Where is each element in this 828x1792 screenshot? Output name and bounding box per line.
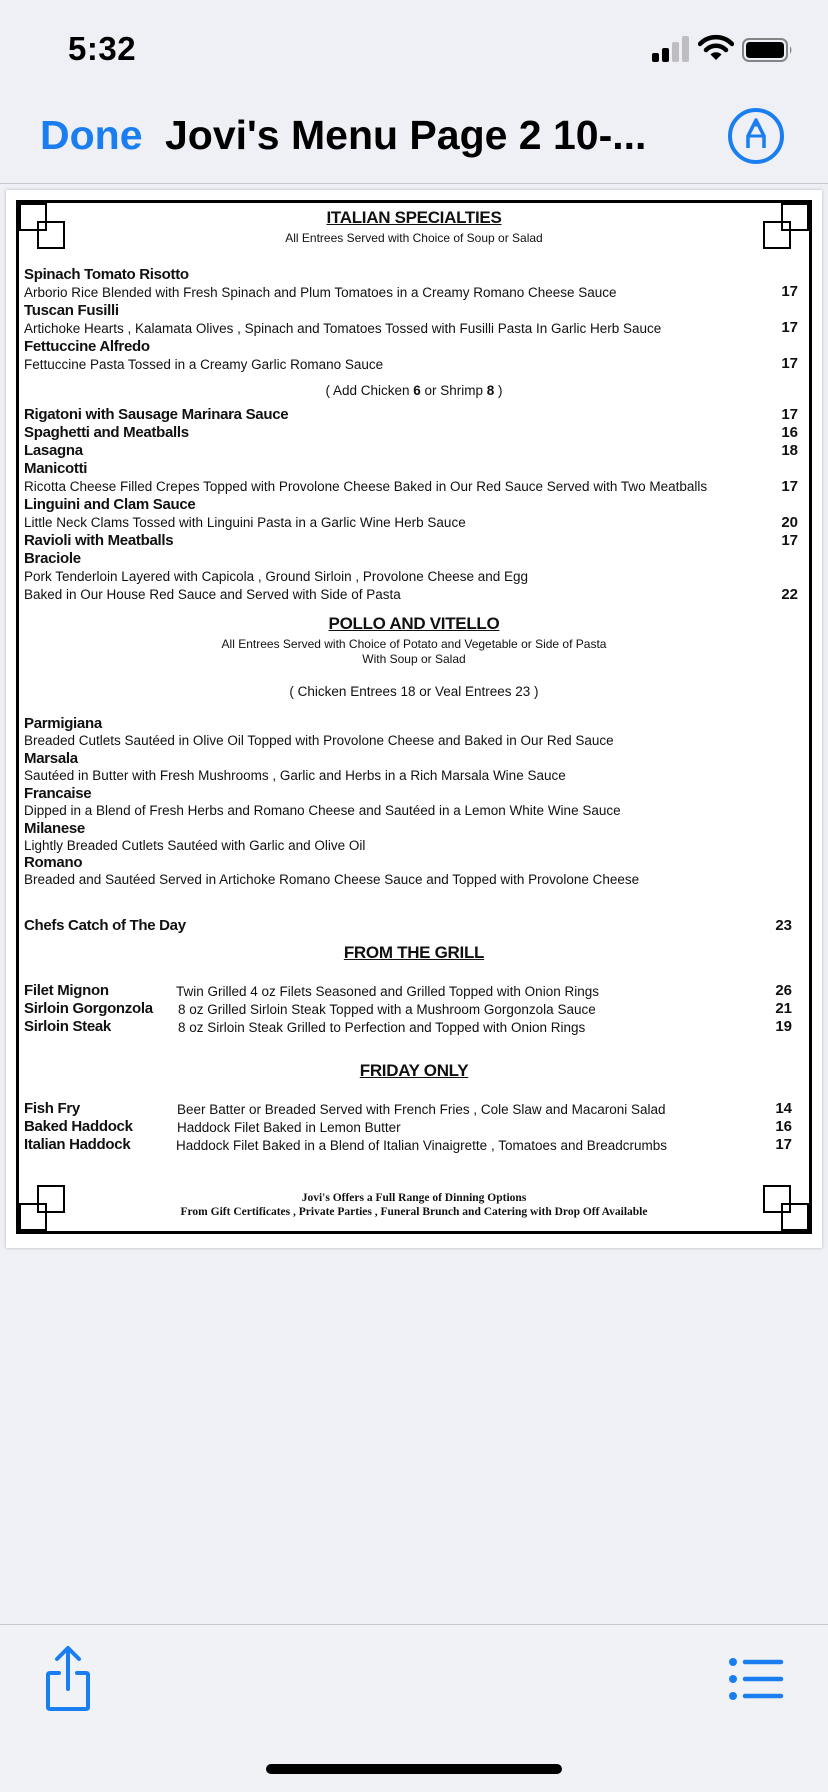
document-page[interactable] [6,190,822,1248]
list-icon[interactable] [728,1657,784,1701]
menu-item-price: 17 [781,355,798,372]
menu-item-price: 23 [775,917,792,934]
menu-item-name: Chefs Catch of The Day [24,917,186,934]
menu-item-desc: Breaded and Sautéed Served in Artichoke Romano Cheese Sauce and Topped with Provolone Cheese [24,872,640,887]
signal-icon [652,36,690,62]
menu-item-name: Italian Haddock [24,1136,131,1153]
pollo-subheading: With Soup or Salad [362,652,466,666]
italian-heading: ITALIAN SPECIALTIES [326,208,502,227]
menu-item-price: 16 [781,424,798,441]
menu-item-price: 20 [781,514,798,531]
menu-item-name: Lasagna [24,442,83,459]
menu-item-desc: Pork Tenderloin Layered with Capicola , Ground Sirloin , Provolone Cheese and Egg [24,569,529,584]
friday-heading: FRIDAY ONLY [359,1061,469,1080]
menu-item-name: Sirloin Gorgonzola [24,1000,153,1017]
pollo-prices-note: ( Chicken Entrees 18 or Veal Entrees 23 ) [289,684,539,699]
menu-item-price: 14 [775,1100,792,1117]
chicken-addon-price: 6 [413,383,421,398]
menu-item-price: 17 [781,478,798,495]
menu-item-price: 17 [781,406,798,423]
menu-item-price: 17 [775,1136,792,1153]
menu-item-desc: Dipped in a Blend of Fresh Herbs and Romano Cheese and Sautéed in a Lemon White Wine Sauce [24,803,621,818]
menu-item-desc: Haddock Filet Baked in a Blend of Italian Vinaigrette , Tomatoes and Breadcrumbs [176,1138,668,1153]
menu-item-desc: Sautéed in Butter with Fresh Mushrooms , Garlic and Herbs in a Rich Marsala Wine Sauce [24,768,566,783]
document-title: Jovi's Menu Page 2 10-... [165,112,647,158]
grill-heading: FROM THE GRILL [343,943,485,962]
menu-item-price: 17 [781,532,798,549]
share-icon[interactable] [42,1643,94,1713]
addon-note: ( Add Chicken 6 or Shrimp 8 ) [325,383,503,398]
menu-item-name: Milanese [24,820,85,837]
shrimp-addon-price: 8 [486,383,495,398]
menu-item-price: 17 [781,283,798,300]
menu-item-desc: Beer Batter or Breaded Served with French Fries , Cole Slaw and Macaroni Salad [177,1102,666,1117]
menu-item-price: 21 [775,1000,792,1017]
menu-item-price: 17 [781,319,798,336]
menu-item-name: Filet Mignon [24,982,109,999]
wifi-icon [698,34,734,62]
menu-item-desc: Lightly Breaded Cutlets Sautéed with Garlic and Olive Oil [24,838,366,853]
menu-item-desc: Little Neck Clams Tossed with Linguini Pasta in a Garlic Wine Herb Sauce [24,515,466,530]
menu-footer-line: Jovi's Offers a Full Range of Dinning Options [301,1192,527,1204]
done-button[interactable]: Done [40,112,143,158]
menu-item-name: Baked Haddock [24,1118,133,1135]
menu-item-name: Fettuccine Alfredo [24,338,150,355]
menu-item-name: Romano [24,854,83,871]
menu-item-desc: Haddock Filet Baked in Lemon Butter [177,1120,401,1135]
menu-item-price: 22 [781,586,798,603]
menu-item-desc: Fettuccine Pasta Tossed in a Creamy Garlic Romano Sauce [24,357,384,372]
menu-item-name: Tuscan Fusilli [24,302,119,319]
menu-item-name: Manicotti [24,460,88,477]
menu-item-name: Rigatoni with Sausage Marinara Sauce [24,406,289,423]
menu-item-price: 26 [775,982,792,999]
menu-item-name: Braciole [24,550,81,567]
battery-icon [742,38,794,62]
menu-item-desc: 8 oz Grilled Sirloin Steak Topped with a Mushroom Gorgonzola Sauce [178,1002,596,1017]
markup-pen-icon [732,112,780,160]
menu-item-name: Fish Fry [24,1100,80,1117]
menu-item-desc: Artichoke Hearts , Kalamata Olives , Spinach and Tomatoes Tossed with Fusilli Pasta In Garlic Herb Sauce [24,321,662,336]
menu-item-name: Sirloin Steak [24,1018,111,1035]
menu-item-price: 16 [775,1118,792,1135]
status-time: 5:32 [68,30,137,67]
menu-item-desc: Baked in Our House Red Sauce and Served with Side of Pasta [24,587,401,602]
pollo-subheading: All Entrees Served with Choice of Potato and Vegetable or Side of Pasta [221,637,607,651]
home-indicator [266,1764,562,1774]
menu-item-desc: Arborio Rice Blended with Fresh Spinach and Plum Tomatoes in a Creamy Romano Cheese Sauce [24,285,617,300]
menu-item-price: 19 [775,1018,792,1035]
menu-item-desc: 8 oz Sirloin Steak Grilled to Perfection and Topped with Onion Rings [178,1020,586,1035]
menu-item-name: Parmigiana [24,715,102,732]
menu-footer-line: From Gift Certificates , Private Parties , Funeral Brunch and Catering with Drop Off Available [180,1206,648,1218]
pollo-heading: POLLO AND VITELLO [328,614,500,633]
status-bar [0,0,828,100]
menu-item-desc: Twin Grilled 4 oz Filets Seasoned and Grilled Topped with Onion Rings [176,984,599,999]
menu-item-name: Marsala [24,750,78,767]
markup-button[interactable] [728,108,784,164]
menu-item-price: 18 [781,442,798,459]
menu-item-desc: Breaded Cutlets Sautéed in Olive Oil Topped with Provolone Cheese and Baked in Our Red Sauce [24,733,614,748]
menu-item-name: Linguini and Clam Sauce [24,496,196,513]
menu-item-desc: Ricotta Cheese Filled Crepes Topped with Provolone Cheese Baked in Our Red Sauce Served with Two Meatballs [24,479,708,494]
italian-subheading: All Entrees Served with Choice of Soup or Salad [285,231,543,245]
nav-bar [0,100,828,184]
menu-item-name: Spaghetti and Meatballs [24,424,189,441]
menu-item-name: Spinach Tomato Risotto [24,266,189,283]
menu-item-name: Ravioli with Meatballs [24,532,174,549]
menu-item-name: Francaise [24,785,92,802]
